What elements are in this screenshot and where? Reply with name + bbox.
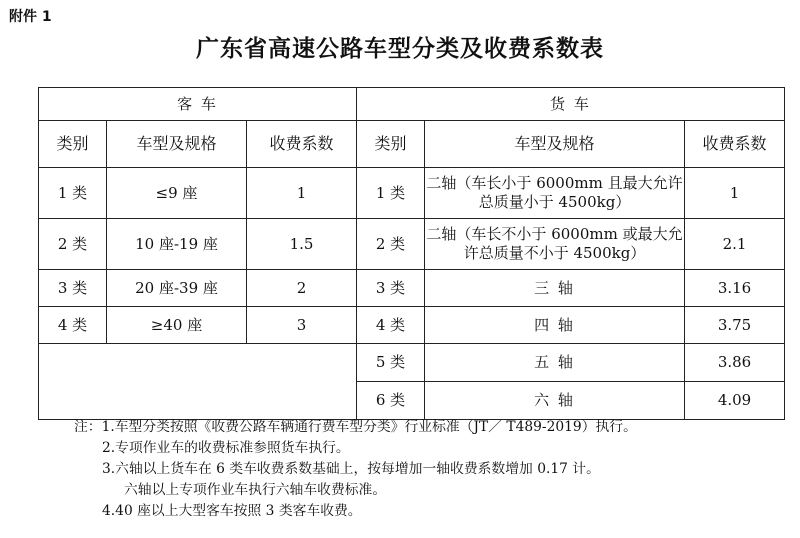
attachment-label: 附件 1 [9,9,52,25]
truck-spec: 三 轴 [425,270,685,307]
truck-category: 5 类 [357,344,425,382]
section-truck: 货 车 [357,88,785,121]
truck-category: 2 类 [357,219,425,270]
truck-header-spec: 车型及规格 [425,121,685,168]
truck-coefficient: 2.1 [685,219,785,270]
truck-category: 1 类 [357,168,425,219]
page-title: 广东省高速公路车型分类及收费系数表 [196,36,604,62]
bus-header-category: 类别 [39,121,107,168]
table-row [39,344,785,382]
bus-coefficient: 3 [247,307,357,344]
bus-category: 3 类 [39,270,107,307]
truck-category: 4 类 [357,307,425,344]
truck-coefficient: 4.09 [685,382,785,420]
truck-category: 3 类 [357,270,425,307]
column-header-row [39,121,785,168]
bus-coefficient: 2 [247,270,357,307]
truck-coefficient: 3.16 [685,270,785,307]
bus-spec: ≥40 座 [107,307,247,344]
section-bus: 客 车 [39,88,357,121]
bus-category: 1 类 [39,168,107,219]
truck-spec: 二轴（车长小于 6000mm 且最大允许总质量小于 4500kg） [425,168,685,219]
truck-spec: 四 轴 [425,307,685,344]
bus-spec: 10 座-19 座 [107,219,247,270]
bus-header-coef: 收费系数 [247,121,357,168]
fee-coefficient-table [38,87,785,420]
truck-spec: 五 轴 [425,344,685,382]
truck-header-coef: 收费系数 [685,121,785,168]
truck-coefficient: 3.86 [685,344,785,382]
table-row [39,168,785,219]
section-header-row [39,88,785,121]
truck-spec: 六 轴 [425,382,685,420]
truck-coefficient: 3.75 [685,307,785,344]
bus-spec: 20 座-39 座 [107,270,247,307]
note-line: 注：1.车型分类按照《收费公路车辆通行费车型分类》行业标准（JT／ T489-2019）执行。 [74,419,637,435]
bus-header-spec: 车型及规格 [107,121,247,168]
bus-empty-cell [39,344,357,420]
bus-coefficient: 1.5 [247,219,357,270]
truck-spec: 二轴（车长不小于 6000mm 或最大允许总质量不小于 4500kg） [425,219,685,270]
bus-spec: ≤9 座 [107,168,247,219]
bus-category: 2 类 [39,219,107,270]
table-row [39,270,785,307]
truck-category: 6 类 [357,382,425,420]
notes-section [74,417,794,522]
bus-coefficient: 1 [247,168,357,219]
table-row [39,219,785,270]
note-line: 2.专项作业车的收费标准参照货车执行。 [102,440,350,456]
bus-category: 4 类 [39,307,107,344]
note-line: 4.40 座以上大型客车按照 3 类客车收费。 [102,503,362,519]
truck-header-category: 类别 [357,121,425,168]
note-line: 六轴以上专项作业车执行六轴车收费标准。 [124,482,387,498]
table-row [39,307,785,344]
truck-coefficient: 1 [685,168,785,219]
note-line: 3.六轴以上货车在 6 类车收费系数基础上，按每增加一轴收费系数增加 0.17 计。 [102,461,600,477]
